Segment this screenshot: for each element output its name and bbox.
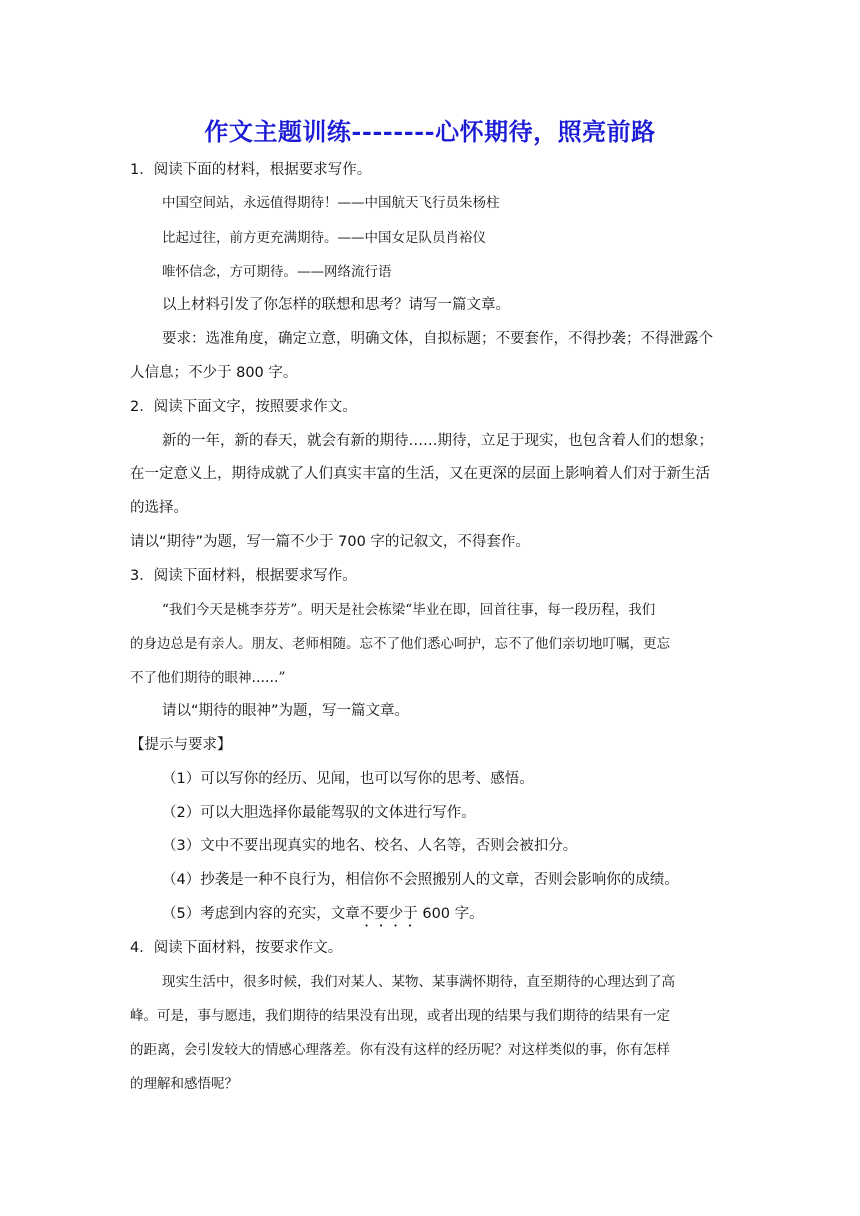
q1-quote-2: 比起过往，前方更充满期待。——中国女足队员肖裕仪 (162, 230, 486, 246)
q3-paragraph-line-2: 的身边总是有亲人。朋友、老师相随。忘不了他们悉心呵护，忘不了他们亲切地叮嘱，更忘 (130, 636, 670, 652)
q3-tip-5 (162, 902, 484, 930)
page-title: 作文主题训练--------心怀期待，照亮前路 (204, 117, 656, 146)
q3-tip-1: （1）可以写你的经历、见闻，也可以写你的思考、感悟。 (162, 771, 534, 787)
q3-paragraph-line-3: 不了他们期待的眼神……” (130, 670, 286, 686)
q4-paragraph-line-3: 的距离，会引发较大的情感心理落差。你有没有这样的经历呢？对这样类似的事，你有怎样 (130, 1042, 670, 1058)
q2-paragraph-line-2: 在一定意义上，期待成就了人们真实丰富的生活，又在更深的层面上影响着人们对于新生活 (130, 466, 710, 482)
q1-heading: 1．阅读下面的材料，根据要求写作。 (130, 162, 372, 178)
q1-prompt: 以上材料引发了你怎样的联想和思考？请写一篇文章。 (162, 297, 510, 313)
q1-quote-3: 唯怀信念，方可期待。——网络流行语 (162, 264, 392, 280)
q3-tip-3: （3）文中不要出现真实的地名、校名、人名等，否则会被扣分。 (162, 838, 578, 854)
q1-requirement-line-2: 人信息；不少于 800 字。 (130, 365, 298, 381)
q3-heading: 3．阅读下面材料，根据要求写作。 (130, 568, 357, 584)
q3-tip-5-emphasis: 不要少于 (359, 906, 418, 922)
q3-tips-heading: 【提示与要求】 (130, 737, 232, 753)
q4-paragraph-line-4: 的理解和感悟呢？ (130, 1076, 238, 1092)
q3-prompt: 请以“期待的眼神”为题，写一篇文章。 (162, 703, 410, 719)
q3-paragraph-line-1: “我们今天是桃李芬芳”。明天是社会栋梁“毕业在即，回首往事，每一段历程，我们 (162, 602, 656, 618)
q3-tip-4: （4）抄袭是一种不良行为，相信你不会照搬别人的文章，否则会影响你的成绩。 (162, 872, 679, 888)
q1-requirement-line-1: 要求：选准角度，确定立意，明确文体，自拟标题；不要套作，不得抄袭；不得泄露个 (162, 331, 713, 347)
q3-tip-2: （2）可以大胆选择你最能驾驭的文体进行写作。 (162, 805, 476, 821)
q2-paragraph-line-1: 新的一年，新的春天，就会有新的期待……期待，立足于现实，也包含着人们的想象； (162, 433, 713, 449)
q4-heading: 4．阅读下面材料，按要求作文。 (130, 940, 343, 956)
q3-tip-5-tail: 600 字。 (417, 906, 484, 922)
q2-prompt: 请以“期待”为题，写一篇不少于 700 字的记叙文，不得套作。 (130, 534, 530, 550)
q2-paragraph-line-3: 的选择。 (130, 500, 188, 516)
q3-tip-5-text: （5）考虑到内容的充实，文章 (162, 906, 360, 922)
q4-paragraph-line-1: 现实生活中，很多时候，我们对某人、某物、某事满怀期待，直至期待的心理达到了高 (162, 974, 675, 990)
q1-quote-1: 中国空间站，永远值得期待！——中国航天飞行员朱杨柱 (162, 195, 500, 211)
q2-heading: 2．阅读下面文字，按照要求作文。 (130, 399, 357, 415)
q4-paragraph-line-2: 峰。可是，事与愿违，我们期待的结果没有出现，或者出现的结果与我们期待的结果有一定 (130, 1008, 670, 1024)
